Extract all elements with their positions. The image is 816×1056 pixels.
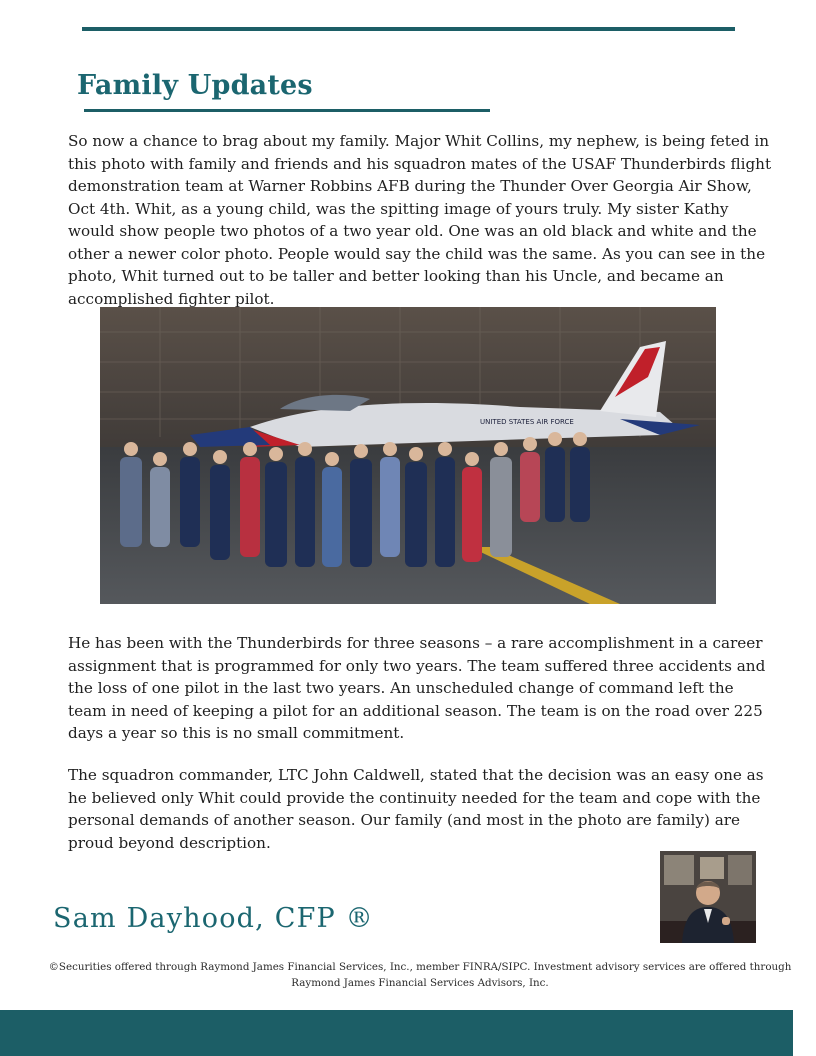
body-paragraph-3: The squadron commander, LTC John Caldwell, stated that the decision was an easy one as he believed only Whit could provide the continuity needed for the team and cope with the personal demands of another season. Our family (and most in the photo are family) are proud beyond description. <box>68 766 764 852</box>
jet-marking: UNITED STATES AIR FORCE <box>480 418 574 426</box>
footer-bar <box>0 1010 793 1056</box>
body-paragraph-2: He has been with the Thunderbirds for three seasons – a rare accomplishment in a career assignment that is programmed for only two years. The team suffered three accidents and the loss of one pilot in the last two years. An unscheduled change of command left the team in need of keeping a pilot for an additional season. The team is on the road over 225 days a year so this is no small commitment. <box>68 634 766 742</box>
author-headshot <box>660 851 756 943</box>
author-signature: Sam Dayhood, CFP ® <box>53 903 374 934</box>
legal-disclaimer: ©Securities offered through Raymond James Financial Services, Inc., member FINRA/SIPC. Investment advisory services are offered through Raymond James Financial Services Advisors, Inc. <box>48 961 792 989</box>
heading-underline <box>84 109 490 112</box>
group-photo <box>100 307 716 604</box>
section-heading: Family Updates <box>77 70 313 101</box>
top-divider <box>82 27 735 31</box>
intro-paragraph: So now a chance to brag about my family. Major Whit Collins, my nephew, is being feted in this photo with family and friends and his squadron mates of the USAF Thunderbirds flight demonstration team at Warner Robbins AFB during the Thunder Over Georgia Air Show, Oct 4th. Whit, as a young child, was the spitting image of yours truly. My sister Kathy would show people two photos of a two year old. One was an old black and white and the other a newer color photo. People would say the child was the same. As you can see in the photo, Whit turned out to be taller and better looking than his Uncle, and became an accomplished fighter pilot. <box>68 132 772 308</box>
